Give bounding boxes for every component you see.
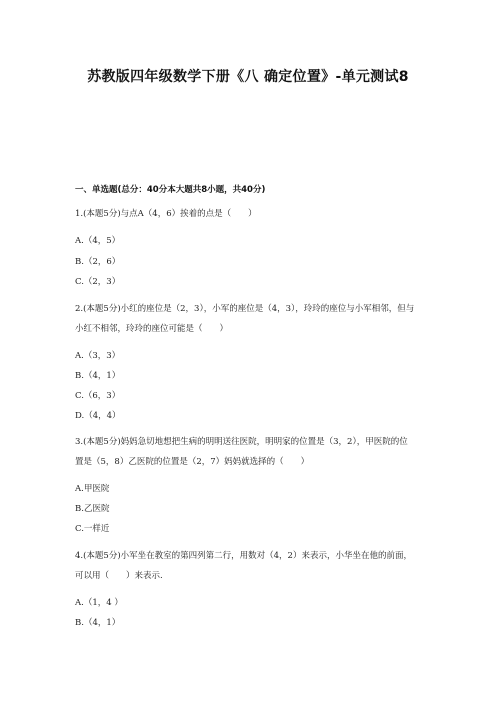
question-3-stem-line-1: 3.(本题5分)妈妈急切地想把生病的明明送往医院，明明家的位置是（3，2），甲医院的位: [75, 437, 408, 447]
question-2-option-a: A.（3，3）: [75, 351, 121, 361]
question-3-stem-line-2: 置是（5，8）乙医院的位置是（2，7）妈妈就选择的（ ）: [75, 457, 310, 467]
question-3-option-a: A.甲医院: [75, 484, 110, 494]
section-header: 一、单选题(总分：40分本大题共8小题，共40分): [75, 185, 266, 195]
question-1-stem: 1.(本题5分)与点A（4，6）挨着的点是（ ）: [75, 209, 257, 219]
question-2-stem-line-1: 2.(本题5分)小红的座位是（2，3），小军的座位是（4，3），玲玲的座位与小军相邻，但与: [75, 304, 415, 314]
question-1-option-b: B.（2，6）: [75, 257, 121, 267]
question-4-stem-line-1: 4.(本题5分)小军坐在教室的第四列第二行，用数对（4，2）来表示，小华坐在他的前面，: [75, 551, 412, 561]
question-3-option-b: B.乙医院: [75, 504, 110, 514]
question-2-stem-line-2: 小红不相邻，玲玲的座位可能是（ ）: [75, 324, 229, 334]
question-2-option-d: D.（4，4）: [75, 411, 121, 421]
question-1-option-c: C.（2，3）: [75, 277, 121, 287]
question-1-option-a: A.（4，5）: [75, 236, 121, 246]
document-title: 苏教版四年级数学下册《八 确定位置》-单元测试8: [87, 69, 409, 85]
question-3-option-c: C.一样近: [75, 524, 110, 534]
question-2-option-c: C.（6，3）: [75, 391, 121, 401]
question-4-option-a: A.（1，4 ）: [75, 598, 123, 608]
question-2-option-b: B.（4，1）: [75, 371, 121, 381]
question-4-stem-line-2: 可以用（ ）来表示.: [75, 571, 163, 581]
question-4-option-b: B.（4，1）: [75, 618, 121, 628]
